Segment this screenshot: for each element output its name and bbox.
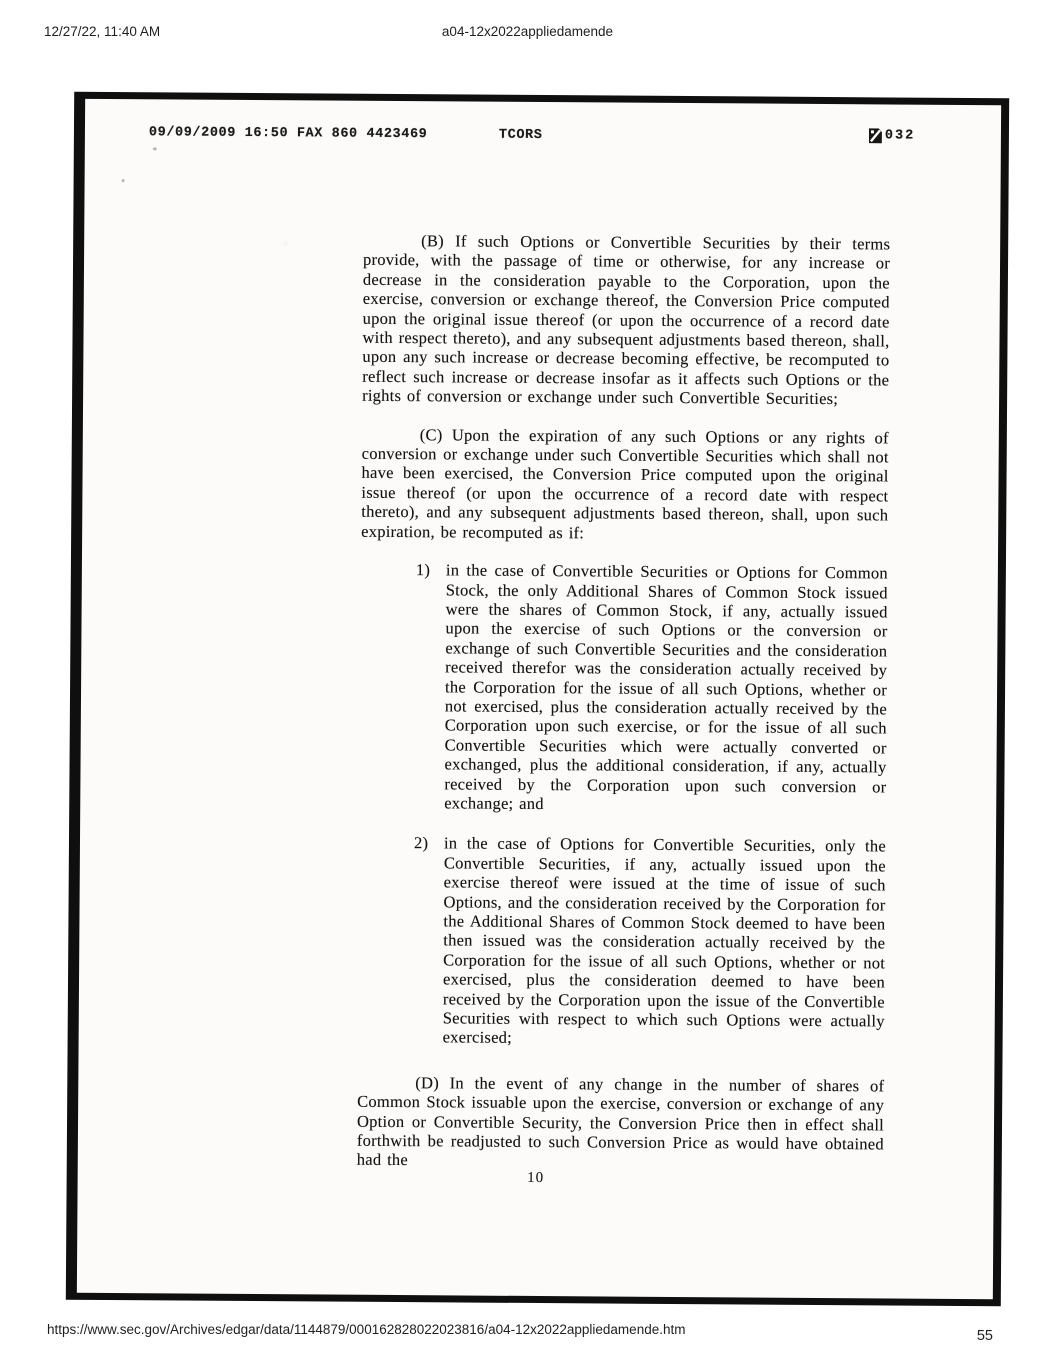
list-item-1 <box>359 560 888 816</box>
list-item-2 <box>358 833 886 1050</box>
scan-noise-speck <box>153 147 157 150</box>
list-item-2-text: in the case of Options for Convertible Securities, only the Convertible Securities, if any, actually issued upon the exercise thereof were issued at the time of issue of such Options, and the consideration received by the Corporation for the Additional Shares of Common Stock deemed to have been then issued was the consideration actually received by the Corporation for the issue of all such Options, whether or not exercised, plus the consideration deemed to have been received by the Corporation upon the issue of the Convertible Securities with respect to which such Options were actually exercised; <box>442 833 887 1048</box>
scanned-page <box>66 92 1009 1306</box>
legal-text-body <box>357 231 891 1174</box>
paragraph-b <box>362 231 890 409</box>
paragraph-d-text: In the event of any change in the number of shares of Common Stock issuable upon the exercise, conversion or exchange of any Option or Convertible Security, the Conversion Price then in effect shall forthwith be readjusted to such Conversion Price as would have obtained had the <box>356 1073 885 1170</box>
fax-station-id: TCORS <box>498 127 543 144</box>
fax-timestamp: 09/09/2009 16:50 FAX 860 4423469 <box>148 125 428 143</box>
list-item-2-number: 2) <box>413 833 429 853</box>
scan-noise-speck <box>122 179 125 182</box>
browser-print-header <box>0 24 1055 42</box>
paragraph-c <box>361 424 889 544</box>
paragraph-b-label: (B) <box>421 231 445 251</box>
paragraph-b-text: If such Options or Convertible Securities by their terms provide, with the passage of time or otherwise, for any increase or decrease in the consideration payable to the Corporation, upon the exercise, conversion or exchange thereof, the Conversion Price computed upon the original issue thereof (or upon the occurrence of a record date with respect thereto), and any subsequent adjustments based thereon, shall, upon any such increase or decrease becoming effective, be recomputed to reflect such increase or decrease insofar as it affects such Options or the rights of conversion or exchange under such Convertible Securities; <box>362 231 891 409</box>
list-item-1-text: in the case of Convertible Securities or Options for Common Stock, the only Additional Shares of Common Stock issued were the shares of Common Stock, if any, actually issued upon the exercise of such Options or the conversion or exchange of such Convertible Securities and the consideration received therefor was the consideration actually received by the Corporation for the issue of all such Options, whether or not exercised, plus the consideration actually received by the Corporation upon such exercise, or for the issue of all such Convertible Securities which were actually converted or exchanged, plus the additional consideration, if any, actually received by the Corporation upon such conversion or exchange; and <box>444 560 888 814</box>
footer-page-number: 55 <box>976 1328 993 1344</box>
fax-page-icon <box>869 128 882 143</box>
scanned-page-inner <box>77 99 1001 1299</box>
browser-print-footer <box>0 1322 1055 1342</box>
print-datetime: 12/27/22, 11:40 AM <box>44 24 161 39</box>
fax-page-count: 032 <box>884 128 916 144</box>
sheet-page-number: 10 <box>527 1169 545 1187</box>
footer-source-url: https://www.sec.gov/Archives/edgar/data/1144879/000162828022023816/a04-12x2022appliedamende.htm <box>47 1322 686 1337</box>
paragraph-c-text: Upon the expiration of any such Options or any rights of conversion or exchange under such Convertible Securities which shall not have been exercised, the Conversion Price computed upon the original issue thereof (or upon the occurrence of a record date with respect thereto), and any subsequent adjustments based thereon, shall, upon such expiration, be recomputed as if: <box>361 425 889 543</box>
fax-page-stamp <box>869 128 915 143</box>
document-title: a04-12x2022appliedamende <box>441 24 614 39</box>
paragraph-c-label: (C) <box>419 424 443 444</box>
fax-transmission-header <box>85 125 1001 153</box>
list-item-1-number: 1) <box>415 560 431 580</box>
paragraph-d-label: (D) <box>415 1073 440 1093</box>
paragraph-d <box>357 1073 885 1174</box>
